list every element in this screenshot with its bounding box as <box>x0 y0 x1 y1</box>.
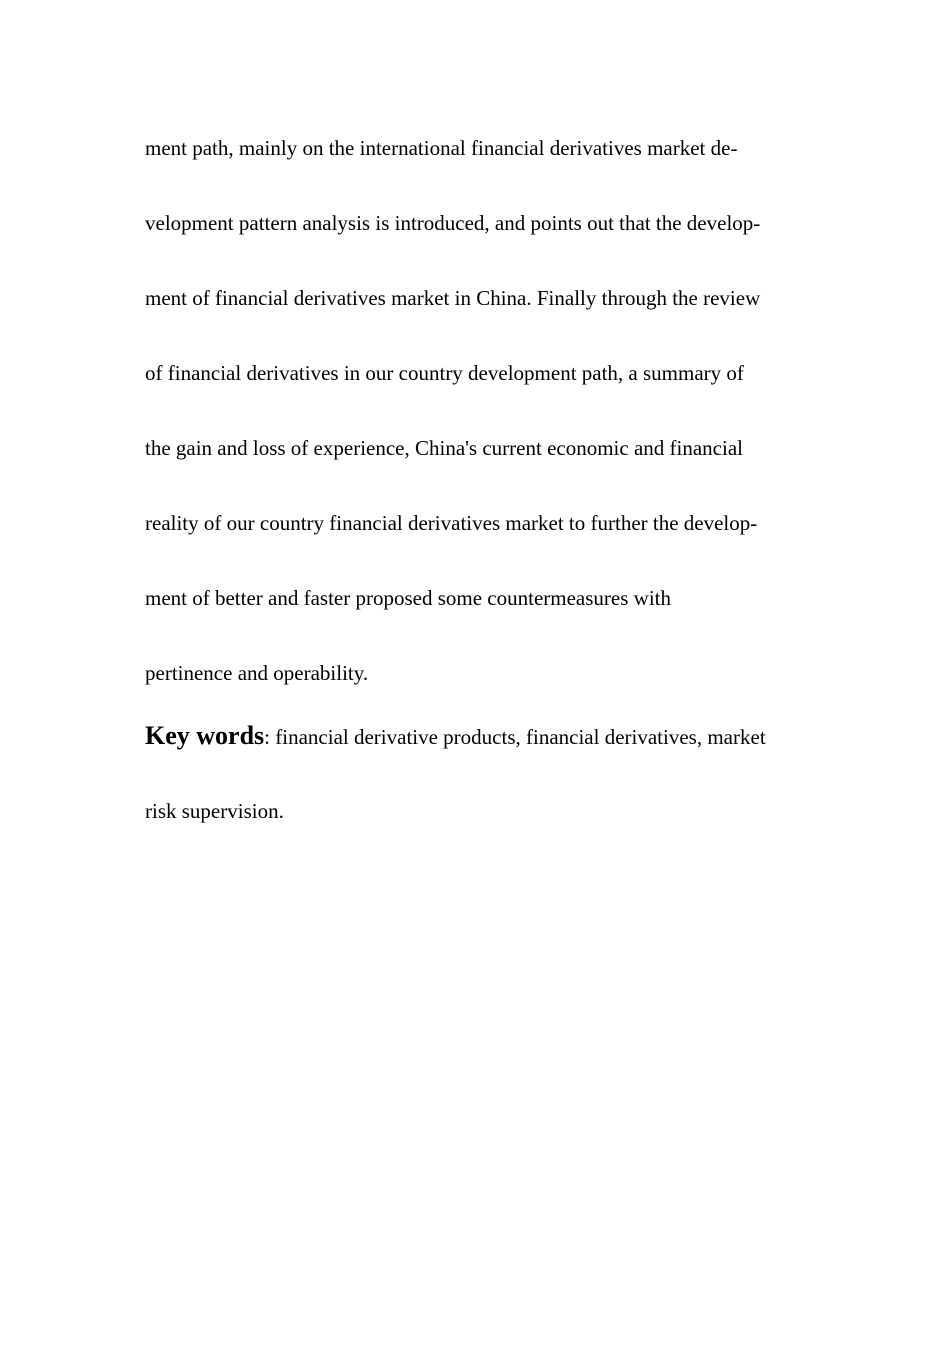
abstract-line-8: pertinence and operability. <box>145 661 369 685</box>
abstract-line-6: reality of our country financial derivatives market to further the develop- <box>145 511 758 535</box>
keywords-text: financial derivative products, financial derivatives, market <box>270 725 766 749</box>
abstract-line-4: of financial derivatives in our country development path, a summary of <box>145 361 744 385</box>
abstract-line-1: ment path, mainly on the international financial derivatives market de- <box>145 136 738 160</box>
abstract-line-5: the gain and loss of experience, China's current economic and financial <box>145 436 743 460</box>
abstract-line-3: ment of financial derivatives market in China. Finally through the review <box>145 286 761 310</box>
keywords-line-2: risk supervision. <box>145 799 284 823</box>
keywords-label: Key words <box>145 721 265 750</box>
keywords-line-1 <box>145 722 766 751</box>
abstract-line-7: ment of better and faster proposed some countermeasures with <box>145 586 671 610</box>
keywords-separator: : <box>264 725 271 749</box>
abstract-line-2: velopment pattern analysis is introduced, and points out that the develop- <box>145 211 761 235</box>
